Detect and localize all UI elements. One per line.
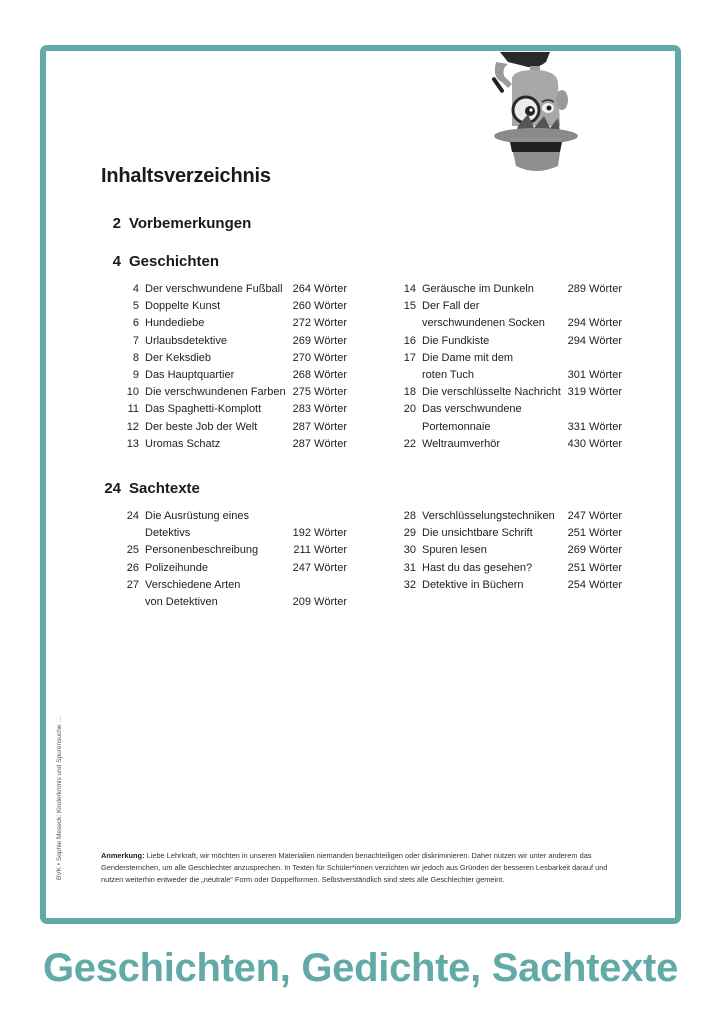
entry-title: Der Fall der bbox=[422, 300, 480, 313]
entry-word-count: 251 Wörter bbox=[567, 561, 622, 574]
footer-title: Geschichten, Gedichte, Sachtexte bbox=[42, 946, 679, 990]
toc-entry bbox=[119, 367, 347, 384]
entry-title: Das Spaghetti-Komplott bbox=[145, 403, 262, 416]
entry-title: Personenbeschreibung bbox=[145, 544, 259, 557]
page-title: Inhaltsverzeichnis bbox=[101, 165, 271, 187]
entry-page: 4 bbox=[132, 283, 139, 295]
entry-word-count: 319 Wörter bbox=[567, 386, 622, 399]
toc-entry bbox=[119, 281, 347, 298]
toc-entry bbox=[396, 315, 622, 332]
entry-title: Hundediebe bbox=[145, 317, 205, 330]
entry-word-count: 247 Wörter bbox=[567, 510, 622, 522]
section-label: Geschichten bbox=[129, 253, 220, 270]
entry-word-count: 287 Wörter bbox=[292, 437, 347, 450]
toc-entry bbox=[396, 508, 622, 525]
entry-word-count: 331 Wörter bbox=[567, 420, 622, 433]
entry-title: Der verschwundene Fußball bbox=[145, 283, 283, 295]
teacher-note bbox=[101, 850, 623, 886]
entry-page: 32 bbox=[403, 578, 416, 591]
toc-entry bbox=[396, 401, 622, 418]
entry-page: 29 bbox=[403, 527, 416, 540]
toc-entry bbox=[119, 384, 347, 401]
entry-word-count: 254 Wörter bbox=[567, 578, 622, 591]
entry-page: 7 bbox=[132, 334, 139, 347]
entry-page: 16 bbox=[403, 334, 416, 347]
entry-title: von Detektiven bbox=[145, 595, 218, 608]
entry-word-count: 192 Wörter bbox=[292, 527, 347, 540]
entry-title: Das verschwundene bbox=[422, 403, 522, 416]
entry-word-count: 430 Wörter bbox=[567, 437, 622, 450]
entry-word-count: 211 Wörter bbox=[293, 544, 347, 557]
note-label: Anmerkung: bbox=[101, 851, 145, 860]
entry-page: 14 bbox=[403, 283, 416, 295]
toc-entry bbox=[119, 594, 347, 611]
entry-word-count: 301 Wörter bbox=[567, 368, 622, 381]
toc-entry bbox=[119, 401, 347, 418]
sachtexte-right-list bbox=[396, 508, 622, 594]
entry-page: 11 bbox=[127, 403, 139, 416]
entry-word-count: 270 Wörter bbox=[292, 351, 347, 364]
entry-word-count: 269 Wörter bbox=[567, 544, 622, 557]
entry-page: 17 bbox=[403, 351, 416, 364]
toc-entry bbox=[119, 436, 347, 453]
entry-title: Das Hauptquartier bbox=[145, 368, 235, 381]
entry-page: 27 bbox=[126, 578, 139, 591]
geschichten-left-list bbox=[119, 281, 347, 453]
entry-title: Die verschlüsselte Nachricht bbox=[422, 386, 561, 399]
entry-title: Uromas Schatz bbox=[145, 437, 221, 450]
toc-entry bbox=[396, 384, 622, 401]
toc-entry bbox=[119, 525, 347, 542]
entry-title: Die Fundkiste bbox=[422, 334, 490, 347]
section-sachtexte bbox=[101, 480, 200, 497]
note-text: Liebe Lehrkraft, wir möchten in unseren Materialien niemanden benachteiligen oder diskriminieren. Daher nutzen wir unter anderem das Gendersternchen, um alle Geschlechter anzusprechen. In Texten für Schüler*innen verzichten wir jedoch aus Gründen der besseren Lesbarkeit darauf und nutzen weiterhin entweder die „neutrale“ Form oder Doppelformen. Selbstverständlich sind stets alle Geschlechter gemeint. bbox=[101, 851, 608, 884]
sachtexte-left-list bbox=[119, 508, 347, 611]
entry-page: 5 bbox=[132, 300, 139, 313]
entry-page: 9 bbox=[132, 368, 139, 381]
entry-word-count: 251 Wörter bbox=[567, 527, 622, 540]
toc-entry bbox=[119, 315, 347, 332]
toc-entry bbox=[119, 419, 347, 436]
entry-page: 20 bbox=[403, 403, 416, 416]
toc-entry bbox=[396, 350, 622, 367]
detective-mascot-icon bbox=[488, 48, 588, 176]
section-label: Sachtexte bbox=[129, 480, 200, 497]
side-credit: BVK • Sophie Meseck: Kinderkrimis und Spurensuche … bbox=[56, 716, 63, 880]
toc-entry bbox=[396, 419, 622, 436]
entry-page: 15 bbox=[403, 300, 416, 313]
toc-entry bbox=[396, 525, 622, 542]
entry-title: Die unsichtbare Schrift bbox=[422, 527, 533, 540]
entry-word-count: 247 Wörter bbox=[292, 561, 347, 574]
entry-title: Detektivs bbox=[145, 527, 191, 540]
entry-title: Urlaubsdetektive bbox=[145, 334, 227, 347]
toc-entry bbox=[119, 577, 347, 594]
entry-page: 26 bbox=[126, 561, 139, 574]
toc-entry bbox=[119, 333, 347, 350]
entry-word-count: 268 Wörter bbox=[292, 368, 347, 381]
geschichten-right-list bbox=[396, 281, 622, 453]
entry-title: Polizeihunde bbox=[145, 561, 208, 574]
toc-entry bbox=[396, 298, 622, 315]
entry-word-count: 260 Wörter bbox=[292, 300, 347, 313]
entry-word-count: 264 Wörter bbox=[292, 283, 347, 295]
entry-page: 25 bbox=[126, 544, 139, 557]
toc-entry bbox=[396, 542, 622, 559]
entry-page: 13 bbox=[126, 437, 139, 450]
entry-page: 24 bbox=[126, 510, 139, 522]
entry-page: 30 bbox=[403, 544, 416, 557]
entry-page: 22 bbox=[403, 437, 416, 450]
entry-page: 8 bbox=[132, 351, 139, 364]
entry-word-count: 272 Wörter bbox=[292, 317, 347, 330]
entry-page: 6 bbox=[132, 317, 139, 330]
toc-entry bbox=[119, 542, 347, 559]
entry-title: Verschiedene Arten bbox=[145, 578, 241, 591]
entry-word-count: 287 Wörter bbox=[292, 420, 347, 433]
toc-entry bbox=[119, 560, 347, 577]
toc-entry bbox=[119, 508, 347, 525]
entry-title: Die Ausrüstung eines bbox=[145, 510, 249, 522]
entry-title: verschwundenen Socken bbox=[422, 317, 545, 330]
entry-word-count: 209 Wörter bbox=[292, 595, 347, 608]
entry-title: Portemonnaie bbox=[422, 420, 491, 433]
entry-title: Die verschwundenen Farben bbox=[145, 386, 286, 399]
toc-entry bbox=[396, 560, 622, 577]
entry-word-count: 294 Wörter bbox=[567, 317, 622, 330]
entry-title: Die Dame mit dem bbox=[422, 351, 514, 364]
section-page-number: 2 bbox=[112, 215, 121, 232]
toc-entry bbox=[396, 333, 622, 350]
entry-title: Detektive in Büchern bbox=[422, 578, 524, 591]
entry-title: Der beste Job der Welt bbox=[145, 420, 258, 433]
toc-entry bbox=[396, 436, 622, 453]
section-page-number: 4 bbox=[112, 253, 121, 270]
section-label: Vorbemerkungen bbox=[129, 215, 252, 232]
entry-word-count: 269 Wörter bbox=[292, 334, 347, 347]
section-page-number: 24 bbox=[104, 480, 121, 497]
entry-word-count: 283 Wörter bbox=[292, 403, 347, 416]
toc-entry bbox=[396, 577, 622, 594]
entry-title: Geräusche im Dunkeln bbox=[422, 283, 534, 295]
entry-title: Hast du das gesehen? bbox=[422, 561, 533, 574]
toc-entry bbox=[119, 350, 347, 367]
entry-title: Weltraumverhör bbox=[422, 437, 501, 450]
entry-page: 31 bbox=[403, 561, 416, 574]
entry-title: roten Tuch bbox=[422, 368, 474, 381]
entry-word-count: 294 Wörter bbox=[567, 334, 622, 347]
section-geschichten bbox=[101, 253, 219, 270]
entry-page: 10 bbox=[126, 386, 139, 399]
entry-title: Der Keksdieb bbox=[145, 351, 212, 364]
section-vorbemerkungen bbox=[101, 215, 251, 232]
toc-entry bbox=[396, 367, 622, 384]
entry-title: Verschlüsselungstechniken bbox=[422, 510, 555, 522]
toc-entry bbox=[119, 298, 347, 315]
entry-page: 18 bbox=[403, 386, 416, 399]
entry-word-count: 289 Wörter bbox=[567, 283, 622, 295]
entry-page: 12 bbox=[126, 420, 139, 433]
toc-entry bbox=[396, 281, 622, 298]
entry-word-count: 275 Wörter bbox=[292, 386, 347, 399]
entry-page: 28 bbox=[403, 510, 416, 522]
entry-title: Spuren lesen bbox=[422, 544, 487, 557]
entry-title: Doppelte Kunst bbox=[145, 300, 221, 313]
